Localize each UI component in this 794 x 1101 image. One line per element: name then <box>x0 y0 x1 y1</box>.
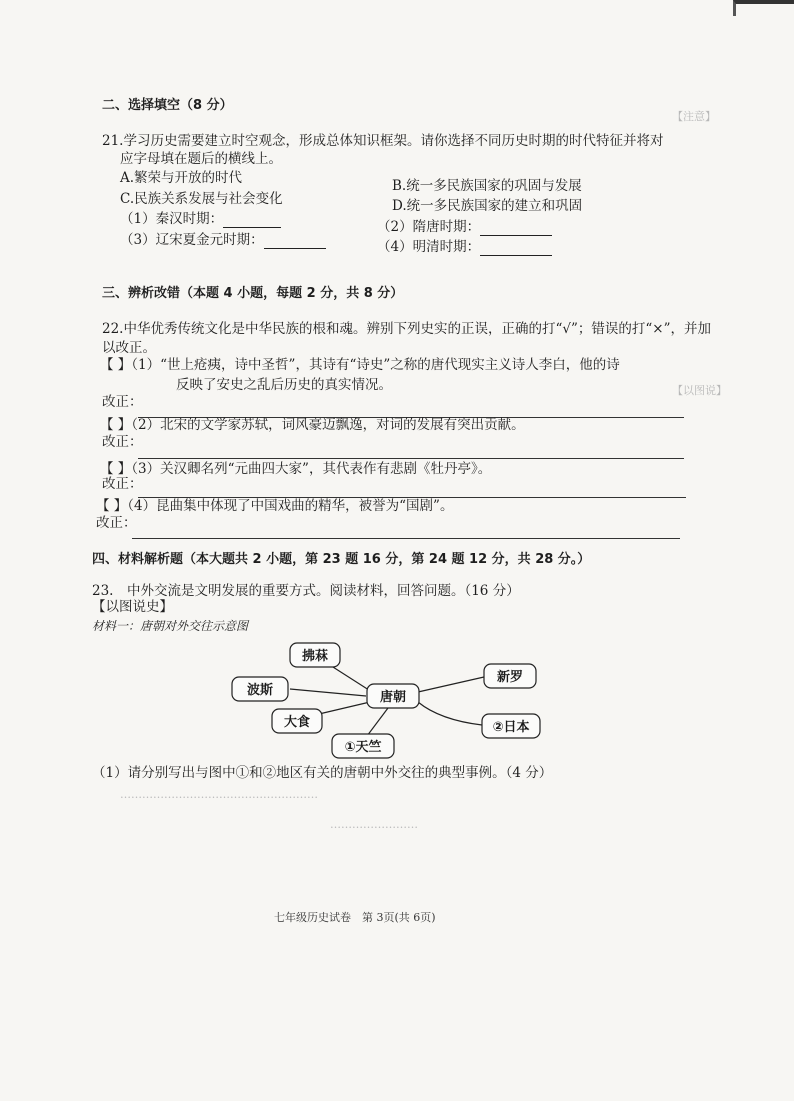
q23-stem: 23. 中外交流是文明发展的重要方式。阅读材料，回答问题。（16 分） <box>92 583 520 599</box>
section-2-heading: 二、选择填空（8 分） <box>102 98 233 113</box>
judge-item-3-text: （3）关汉卿名列“元曲四大家”，其代表作有悲剧《牡丹亭》。 <box>131 461 492 477</box>
node-fulin: 拂菻 <box>301 649 329 664</box>
judge-item-1-text: （1）“世上疮痍，诗中圣哲”，其诗有“诗史”之称的唐代现实主义诗人李白，他的诗 <box>131 357 620 373</box>
correction-label: 改正： <box>96 515 137 531</box>
judge-bracket[interactable]: 【 】 <box>100 417 132 433</box>
material-1-caption: 材料一：唐朝对外交往示意图 <box>92 619 249 633</box>
judge-bracket[interactable]: 【 】 <box>100 357 132 373</box>
section-3-heading: 三、辨析改错（本题 4 小题，每题 2 分，共 8 分） <box>102 286 404 301</box>
judge-item-4-text: （4）昆曲集中体现了中国戏曲的精华，被誉为“国剧”。 <box>127 498 454 514</box>
judge-bracket[interactable]: 【 】 <box>100 461 132 477</box>
option-c: C.民族关系发展与社会变化 <box>120 191 283 207</box>
judge-bracket[interactable]: 【 】 <box>96 498 128 514</box>
q21-stem-line2: 应字母填在题后的横线上。 <box>120 151 282 167</box>
bleed-through-text: 【注意】 <box>672 110 716 123</box>
blank-liao-song-label: （3）辽宋夏金元时期： <box>120 232 264 248</box>
option-d: D.统一多民族国家的建立和巩固 <box>392 198 583 214</box>
q22-stem-line2: 以改正。 <box>102 340 156 356</box>
node-japan: ②日本 <box>492 720 530 735</box>
judge-item-2-text: （2）北宋的文学家苏轼，词风豪迈飘逸，对词的发展有突出贡献。 <box>131 417 525 433</box>
bleed-through-text: 【以图说】 <box>672 384 727 397</box>
q23-sub1: （1）请分别写出与图中①和②地区有关的唐朝中外交往的典型事例。（4 分） <box>92 765 553 781</box>
option-b: B.统一多民族国家的巩固与发展 <box>392 178 582 194</box>
correction-label: 改正： <box>102 394 143 410</box>
blank-ming-qing-label: （4）明清时期： <box>377 239 481 255</box>
option-a: A.繁荣与开放的时代 <box>120 170 243 186</box>
section-4-heading: 四、材料解析题（本大题共 2 小题，第 23 题 16 分，第 24 题 12 分，共 28 分。） <box>92 552 591 567</box>
node-silla: 新罗 <box>496 670 524 685</box>
node-persia: 波斯 <box>246 683 274 698</box>
q22-stem-line1: 22.中华优秀传统文化是中华民族的根和魂。辨别下列史实的正误，正确的打“√”；错误的打“×”，并加 <box>102 321 711 337</box>
node-tianzhu: ①天竺 <box>344 740 382 755</box>
correction-label: 改正： <box>102 476 143 492</box>
picture-history-tag: 【以图说史】 <box>92 599 173 615</box>
q21-stem-line1: 21.学习历史需要建立时空观念，形成总体知识框架。请你选择不同历史时期的时代特征并将对 <box>102 133 664 149</box>
blank-sui-tang-label: （2）隋唐时期： <box>377 219 481 235</box>
blank-qin-han-label: （1）秦汉时期： <box>120 211 224 227</box>
bleed-through-text: ……………………………………………… <box>120 788 318 801</box>
bleed-through-text: …………………… <box>330 818 418 831</box>
page-footer: 七年级历史试卷 第 3页(共 6页) <box>274 911 436 924</box>
correction-label: 改正： <box>102 434 143 450</box>
judge-item-1-line2: 反映了安史之乱后历史的真实情况。 <box>176 377 392 393</box>
node-tang: 唐朝 <box>379 690 407 705</box>
node-dashi: 大食 <box>283 715 311 730</box>
